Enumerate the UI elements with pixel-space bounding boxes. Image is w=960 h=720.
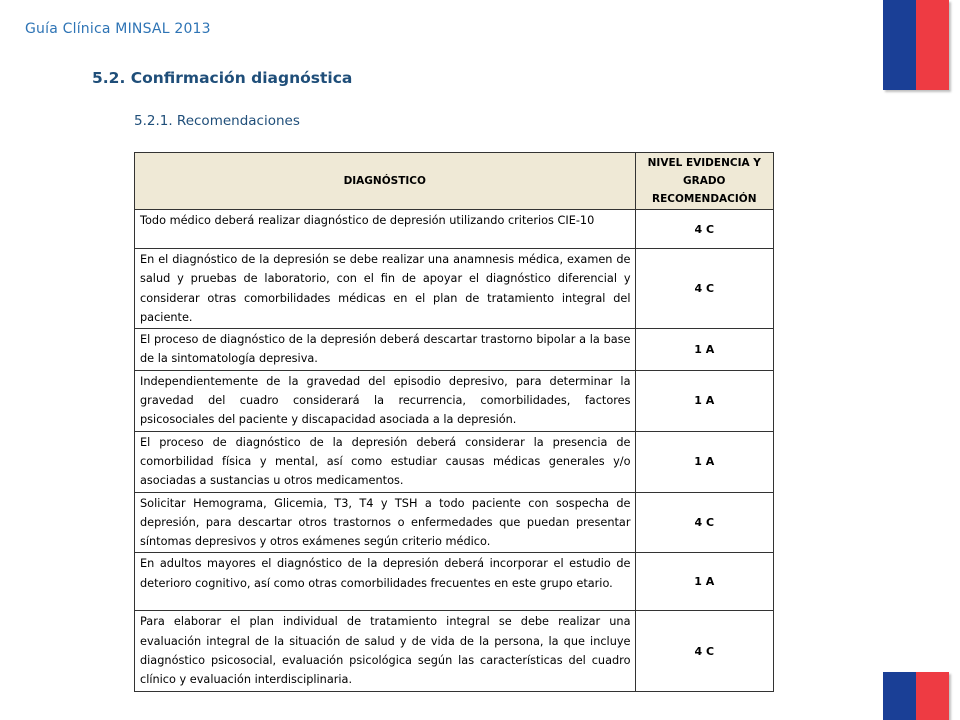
section-title: 5.2. Confirmación diagnóstica bbox=[92, 69, 353, 87]
row-level: 1 A bbox=[635, 329, 774, 371]
header-diagnostico: DIAGNÓSTICO bbox=[135, 153, 636, 210]
table-row bbox=[135, 431, 774, 492]
flag-blue-stripe bbox=[883, 0, 916, 90]
header-nivel-evidencia: NIVEL EVIDENCIA Y GRADO RECOMENDACIÓN bbox=[635, 153, 774, 210]
row-level: 1 A bbox=[635, 431, 774, 492]
chile-flag-logo-top bbox=[883, 0, 949, 90]
flag-red-stripe bbox=[916, 0, 949, 90]
table-row bbox=[135, 370, 774, 431]
recommendations-table bbox=[134, 152, 774, 692]
table-row bbox=[135, 553, 774, 611]
row-text: El proceso de diagnóstico de la depresión deberá descartar trastorno bipolar a la base de la sintomatología depresiva. bbox=[135, 329, 636, 371]
chile-flag-logo-bottom bbox=[883, 672, 949, 720]
flag-blue-stripe bbox=[883, 672, 916, 720]
row-text: En el diagnóstico de la depresión se debe realizar una anamnesis médica, examen de salud y pruebas de laboratorio, con el fin de apoyar el diagnóstico diferencial y considerar otras comorbilidades médicas en el plan de tratamiento integral del paciente. bbox=[135, 249, 636, 329]
table-row bbox=[135, 611, 774, 691]
row-text: Independientemente de la gravedad del episodio depresivo, para determinar la gravedad del cuadro considerará la recurrencia, comorbilidades, factores psicosociales del paciente y discapacidad asociada a la depresión. bbox=[135, 370, 636, 431]
flag-red-stripe bbox=[916, 672, 949, 720]
row-text: El proceso de diagnóstico de la depresión deberá considerar la presencia de comorbilidad física y mental, así como estudiar causas médicas generales y/o asociadas a sustancias u otros medicamentos. bbox=[135, 431, 636, 492]
row-level: 1 A bbox=[635, 370, 774, 431]
header-title: Guía Clínica MINSAL 2013 bbox=[25, 21, 211, 37]
row-text: Para elaborar el plan individual de tratamiento integral se debe realizar una evaluación integral de la situación de salud y de vida de la persona, la que incluye diagnóstico psicosocial, evaluación psicológica según las características del cuadro clínico y evaluación interdisciplinaria. bbox=[135, 611, 636, 691]
row-text: Solicitar Hemograma, Glicemia, T3, T4 y TSH a todo paciente con sospecha de depresión, para descartar otros trastornos o enfermedades que puedan presentar síntomas depresivos y otros exámenes según criterio médico. bbox=[135, 492, 636, 553]
row-level: 4 C bbox=[635, 249, 774, 329]
table-header-row bbox=[135, 153, 774, 210]
row-text: Todo médico deberá realizar diagnóstico de depresión utilizando criterios CIE-10 bbox=[135, 210, 636, 249]
subsection-title: 5.2.1. Recomendaciones bbox=[134, 113, 300, 129]
table-row bbox=[135, 249, 774, 329]
row-level: 4 C bbox=[635, 210, 774, 249]
row-level: 4 C bbox=[635, 611, 774, 691]
table-row bbox=[135, 210, 774, 249]
row-level: 4 C bbox=[635, 492, 774, 553]
row-text: En adultos mayores el diagnóstico de la depresión deberá incorporar el estudio de deterioro cognitivo, así como otras comorbilidades frecuentes en este grupo etario. bbox=[135, 553, 636, 611]
table-row bbox=[135, 492, 774, 553]
table-row bbox=[135, 329, 774, 371]
row-level: 1 A bbox=[635, 553, 774, 611]
